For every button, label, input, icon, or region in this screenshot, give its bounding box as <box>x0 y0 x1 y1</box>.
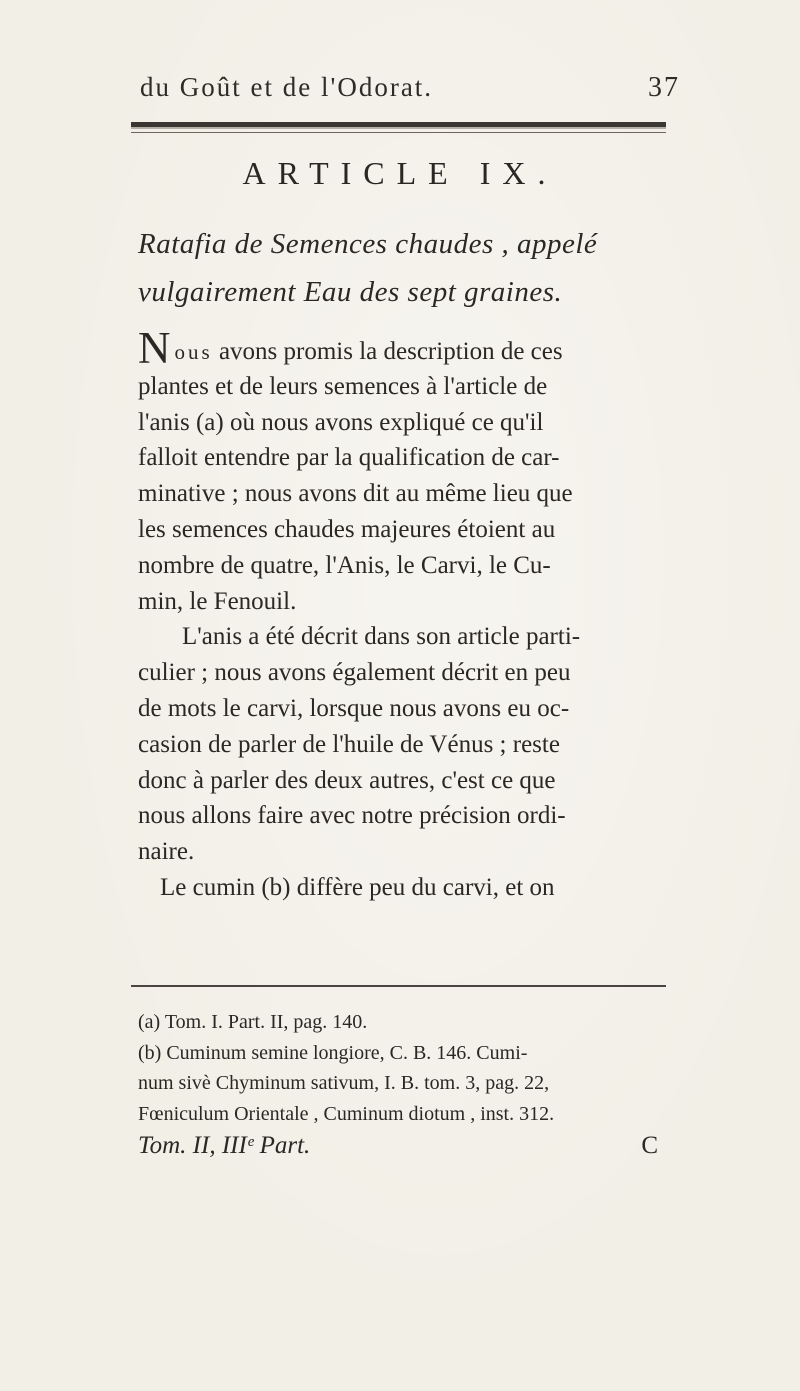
footnote-rule <box>131 985 666 987</box>
body-line-16: Le cumin (b) diffère peu du carvi, et on <box>160 873 555 901</box>
running-head-title: du Goût et de l'Odorat. <box>140 72 434 102</box>
body-line-2: plantes et de leurs semences à l'article de <box>138 372 548 400</box>
header-rule <box>131 122 666 129</box>
signature-line <box>138 1132 658 1166</box>
footnote-b-cont-1: num sivè Chyminum sativum, I. B. tom. 3, pag. 22, <box>138 1072 550 1094</box>
body-line-9: L'anis a été décrit dans son article parti- <box>182 623 581 651</box>
body-line-11: de mots le carvi, lorsque nous avons eu oc- <box>138 694 570 722</box>
body-line-15: naire. <box>138 838 195 866</box>
drop-cap: N <box>138 323 171 373</box>
body-line-4: falloit entendre par la qualification de car- <box>138 444 560 472</box>
body-line-7: nombre de quatre, l'Anis, le Carvi, le Cu- <box>138 551 551 579</box>
body-line-3: l'anis (a) où nous avons expliqué ce qu'il <box>138 408 544 436</box>
body-line-1 <box>138 323 738 373</box>
footnote-b-cont-2: Fœniculum Orientale , Cuminum diotum , inst. 312. <box>138 1102 555 1125</box>
body-line-8: min, le Fenouil. <box>138 587 297 615</box>
body-line-10: culier ; nous avons également décrit en peu <box>138 659 571 687</box>
signature-text: Tom. II, IIIᵉ Part. <box>138 1132 311 1159</box>
body-line-13: donc à parler des deux autres, c'est ce que <box>138 766 556 794</box>
article-title: ARTICLE IX. <box>242 155 558 191</box>
body-text <box>138 323 738 906</box>
body-line-6: les semences chaudes majeures étoient au <box>138 515 556 543</box>
footnotes <box>138 1007 738 1129</box>
body-line-14: nous allons faire avec notre précision ordi- <box>138 802 566 830</box>
subtitle-line-1: Ratafia de Semences chaudes , appelé <box>138 228 598 260</box>
page-number: 37 <box>648 72 680 103</box>
body-line-12: casion de parler de l'huile de Vénus ; reste <box>138 730 560 758</box>
footnote-b: (b) Cuminum semine longiore, C. B. 146. Cumi- <box>138 1041 528 1064</box>
body-line-5: minative ; nous avons dit au même lieu que <box>138 480 573 508</box>
first-word-smallcaps: ous <box>174 340 213 364</box>
subtitle-line-2: vulgairement Eau des sept graines. <box>138 276 563 308</box>
footnote-a: (a) Tom. I. Part. II, pag. 140. <box>138 1011 368 1033</box>
header-rule-thin <box>131 132 666 133</box>
signature-mark: C <box>641 1132 658 1159</box>
article-subtitle <box>138 220 758 316</box>
running-head <box>140 72 680 112</box>
body-line-1-text: avons promis la description de ces <box>212 338 563 365</box>
